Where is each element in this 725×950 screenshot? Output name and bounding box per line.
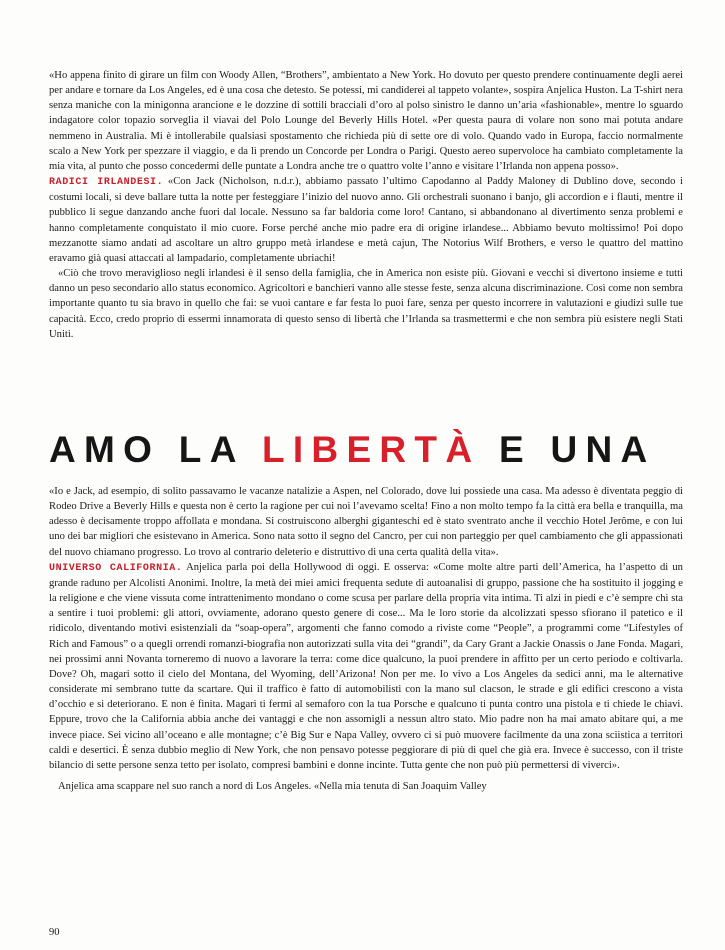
headline-part: E UNA: [480, 429, 656, 470]
section-heading: RADICI IRLANDESI.: [49, 177, 164, 189]
paragraph: «Ciò che trovo meraviglioso negli irlandesi è il senso della famiglia, che in America non esiste più. Giovani e vecchi si divertono insieme e tutti danno un peso secondario allo status economico. Agricoltori e banchieri vanno alle stesse feste, senza alcuna discriminazione. Così come non sembra importante quanto tu sia bravo in quello che fai: se vuoi cantare e far festa lo puoi fare, senza per questo incorrere in valutazioni e giudizi sulle tue capacità. Ecco, credo proprio di essermi innamorata di questo senso di libertà che l’Irlanda sa trasmettermi e che non sembra più esistere negli Stati Uniti.: [49, 268, 683, 340]
paragraph: Anjelica ama scappare nel suo ranch a nord di Los Angeles. «Nella mia tenuta di San Joaquim Valley: [58, 780, 487, 792]
article-block-top: [49, 68, 683, 342]
paragraph: [49, 174, 683, 266]
headline-part: AMO LA: [49, 429, 262, 470]
headline-accent-word: LIBERTÀ: [261, 429, 481, 470]
pull-quote-headline: [49, 427, 689, 473]
paragraph: «Ho appena finito di girare un film con Woody Allen, “Brothers”, ambientato a New York. Ho dovuto per questo prendere continuamente degli aerei per andare e tornare da Los Angeles, ed è una cosa che detesto. Se potessi, mi candiderei al tappeto volante», sospira Anjelica Huston. La T-shirt nera senza maniche con la minigonna arancione e le dozzine di sottili bracciali d’oro al polso sinistro le danno un’aria «fashionable», mentre lo sguardo indagatore color topazio sorveglia il viavai del Polo Lounge del Beverly Hills Hotel. «Per questa paura di volare non sono mai potuta andare nemmeno in Australia. Mi è intollerabile qualsiasi spostamento che richieda più di sette ore di volo. Quando vado in Europa, faccio normalmente scalo a New York per spezzare il viaggio, e da lì prendo un Concorde per Londra o Parigi. Questo aereo supervoloce ha cambiato completamente la mia vita, al punto che posso concedermi delle puntate a Londra anche tre o quattro volte l’anno e visitare l’Irlanda non appena posso».: [49, 70, 683, 172]
article-block-bottom: [49, 484, 683, 794]
paragraph-text: «Con Jack (Nicholson, n.d.r.), abbiamo passato l’ultimo Capodanno al Paddy Maloney di Dublino dove, secondo i costumi locali, si deve ballare tutta la notte per festeggiare l’inizio del nuovo anno. Gli orchestrali suonano i banjo, gli accordion e i flauti, mentre il pubblico li segue danzando anche fuori dal locale. Nessuno sa far baldoria come loro! Cantano, si abbandonano al divertimento senza problemi e hanno completamente conquistato il mio cuore. Forse perché anche mio padre era di origine irlandese... Abbiamo bevuto moltissimo! Poi dopo mezzanotte siamo andati ad ascoltare un altro gruppo metà irlandese e metà cajun, The Notorius Wilf Brothers, e verso le quattro del mattino eravamo già quasi attaccati al lampadario, completamente ubriachi!: [49, 176, 683, 264]
section-heading: UNIVERSO CALIFORNIA.: [49, 562, 183, 574]
paragraph-text: Anjelica parla poi della Hollywood di oggi. E osserva: «Come molte altre parti dell’America, ha l’aspetto di un grande raduno per Alcolisti Anonimi. Inoltre, la metà dei miei amici frequenta sedute di autoanalisi di gruppo, passione che ha sostituito il jogging e la religione e che viene vissuta come intrattenimento mondano o come scusa per parlare della propria vita intima. Ti alzi in piedi e c’è sempre chi sta a sentire i tuoi problemi: gli attori, ovviamente, adorano questo genere di cose... Ma le loro storie da alcolizzati spesso sfiorano il patetico e il ridicolo, diventando motivi esistenziali da “soap-opera”, argomenti che fanno comodo a riviste come “People”, a programmi come “Lifestyles of Rich and Famous” o a quegli orrendi romanzi-biografia non autorizzati sulla vita dei “grandi”, da Cary Grant a Jackie Onassis o Jane Fonda. Magari, nei prossimi anni Novanta torneremo di nuovo a lavorare la terra: come dice qualcuno, la puoi prendere in affitto per un certo periodo e coltivarla. Dove? Oh, magari sotto il cielo del Montana, del Wyoming, dell’Arizona! Non per me. Io vivo a Los Angeles da sedici anni, ma le alternative considerate mi sembrano tutte da scartare. Qui il traffico è fatto di automobilisti con la mano sul clacson, le strade e gli edifici crescono a vista d’occhio e si deteriorano. E non è finita. Magari ti fermi al semaforo con la tua Porsche e qualcuno ti punta contro una pistola e ti chiede le chiavi. Eppure, trovo che la California abbia anche dei vantaggi e che non assomigli a nessun altro stato. Mio padre non ha mai amato abitare qui, a me invece piace. Sei vicino all’oceano e alle montagne; c’è Big Sur e Napa Valley, ovvero ci si può muovere facilmente da una zona sciistica a territori caldi e desertici. È senza dubbio meglio di New York, che non pensavo potesse peggiorare di più di quel che già era. Invece è successo, con il triste bilancio di sette persone senza tetto per isolato, compresi bambini e donne incinte. Tutta gente che non può più permettersi di viverci».: [49, 561, 683, 771]
paragraph: «Io e Jack, ad esempio, di solito passavamo le vacanze natalizie a Aspen, nel Colorado, dove lui possiede una casa. Ma adesso è diventata peggio di Rodeo Drive a Beverly Hills e questa non è certo la ragione per cui noi l’avevamo scelta! Fino a non molto tempo fa la città era bella e tranquilla, ma adesso è decisamente troppo affollata e mondana. Si costruiscono alberghi giganteschi ed è stato sventrato anche il vecchio Hotel Jerôme, e con lui uno dei bar migliori che esistevano in America. Sono nata sotto il segno del Cancro, per cui non parteggio per quel cambiamento che gli appassionati del nuovo chiamano progresso. Lo trovo al contrario deleterio e distruttivo di una certa qualità della vita».: [49, 486, 683, 558]
page-number: 90: [49, 927, 60, 938]
paragraph: [49, 560, 683, 773]
